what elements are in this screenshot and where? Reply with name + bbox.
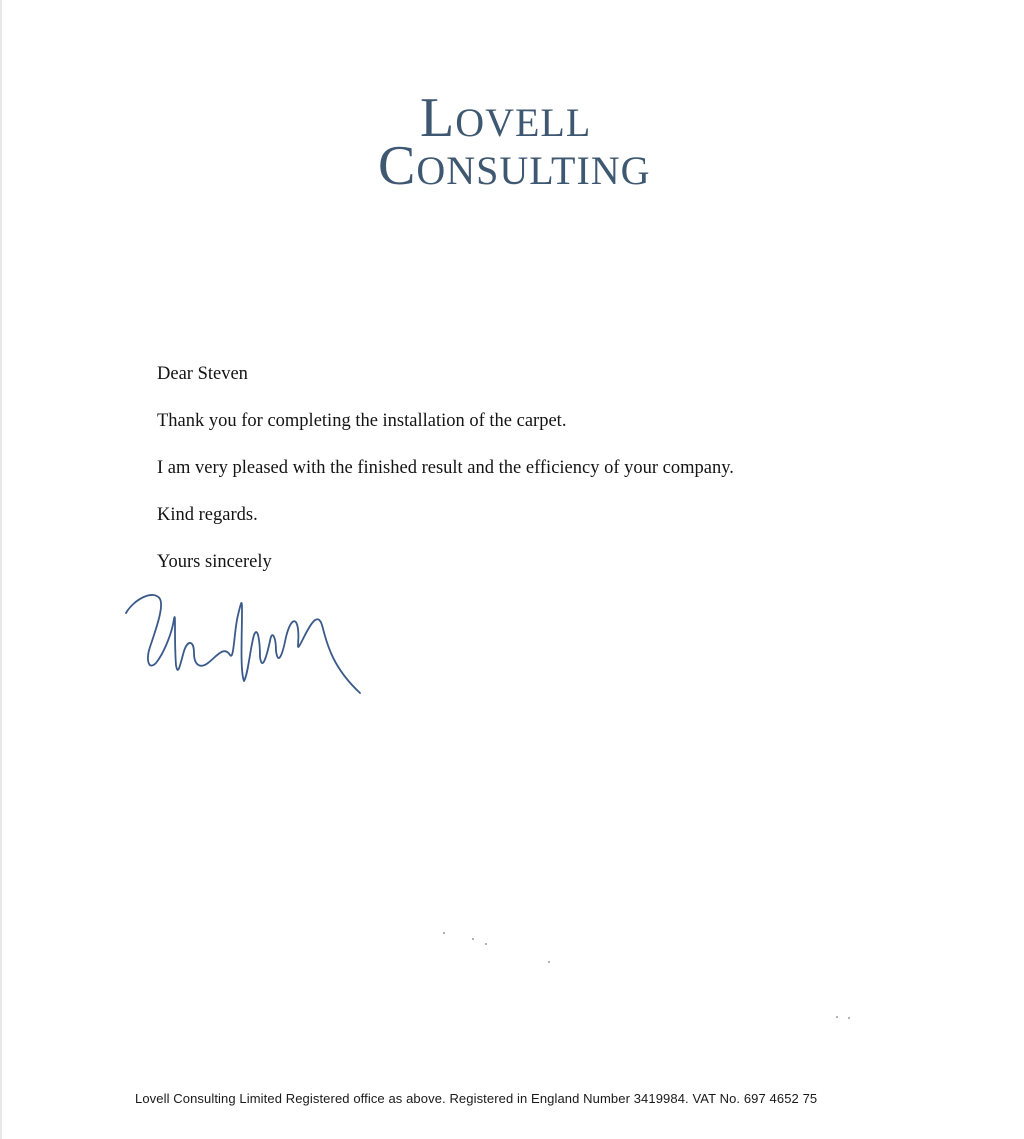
footer-registration: Lovell Consulting Limited Registered office as above. Registered in England Number 3419984. VAT No. 697 4652 75 (135, 1091, 818, 1106)
logo-line-1-initial: L (420, 87, 456, 149)
company-logo (372, 88, 672, 198)
letter-paragraph-1: Thank you for completing the installation of the carpet. (157, 411, 567, 431)
closing: Yours sincerely (157, 552, 272, 572)
logo-line-1-rest: OVELL (455, 100, 592, 145)
scan-speck (472, 938, 474, 940)
logo-line-2-initial: C (378, 135, 417, 197)
scan-speck (836, 1016, 838, 1018)
handwritten-signature (120, 585, 370, 715)
scan-speck (548, 961, 550, 963)
logo-line-2-rest: ONSULTING (416, 148, 651, 193)
scan-speck (485, 943, 487, 945)
letter-paragraph-2: I am very pleased with the finished result and the efficiency of your company. (157, 458, 734, 478)
salutation: Dear Steven (157, 364, 248, 384)
logo-line-2 (378, 136, 651, 201)
scan-speck (443, 932, 445, 934)
scan-speck (848, 1017, 850, 1019)
letter-paragraph-3: Kind regards. (157, 505, 258, 525)
